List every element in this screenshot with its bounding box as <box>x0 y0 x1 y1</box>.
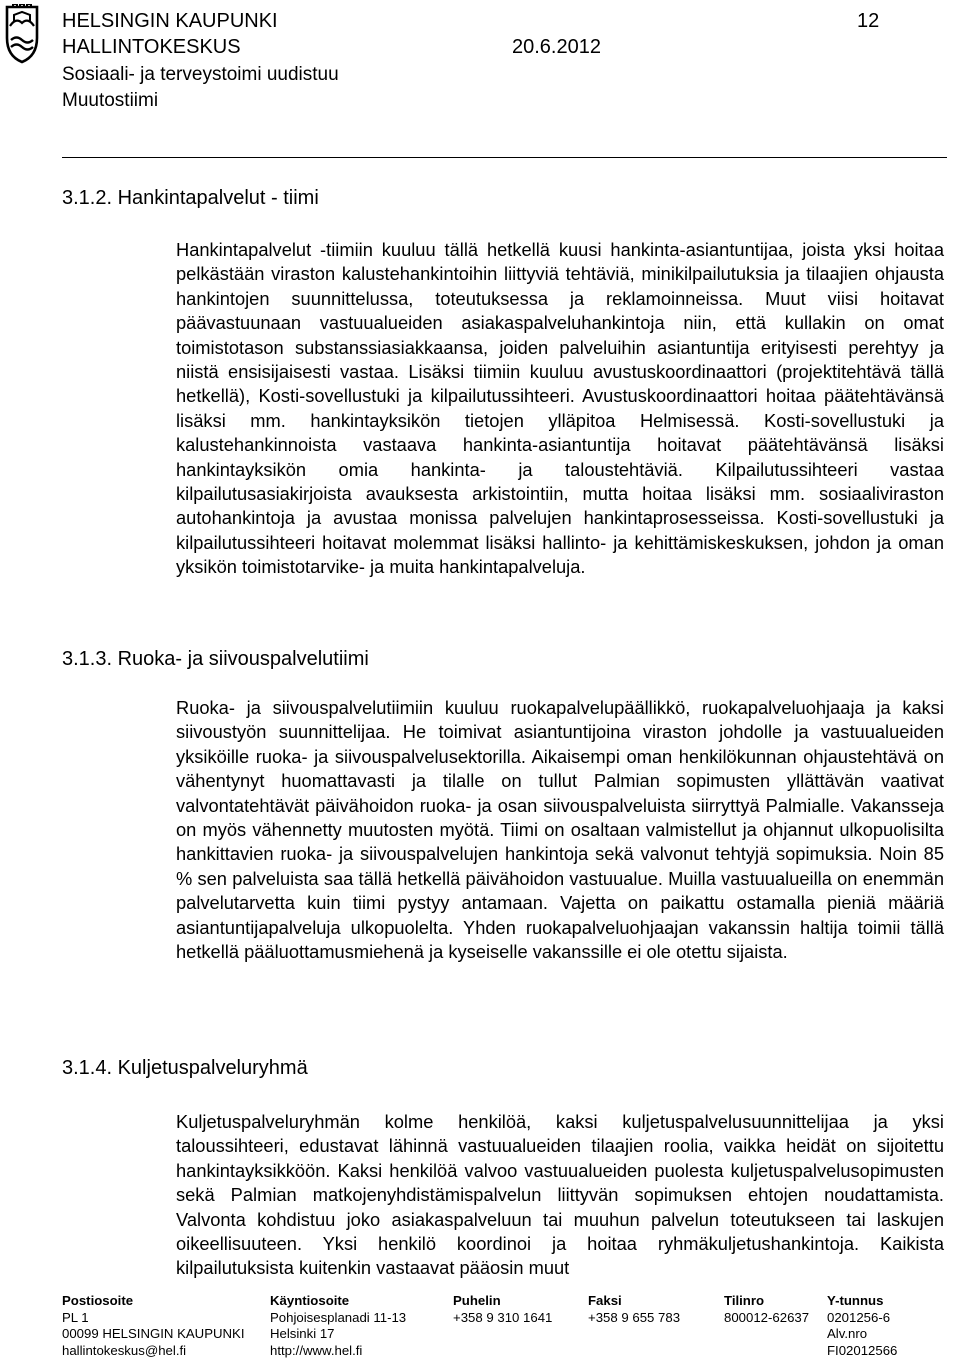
section-body-ruoka-siivous: Ruoka- ja siivouspalvelutiimiin kuuluu ruokapalvelupäällikkö, ruokapalveluohjaaja ja kaksi siivoustyön suunnittelijaa. He toimivat asiantuntijoina viraston johdolle ja vastuualueiden yksiköille ruoka- ja siivouspalvelusektorilla. Aikaisempi oman henkilökunnan ohjaustehtävä on vähentynyt huomattavasti ja tilalle on tullut Palmian sopimusten yllättävän vaativat valvontatehtävät päivähoidon ruoka- ja osan siivouspalveluista siirryttyä Palmialle. Vakansseja on myös vähennetty muutosten myötä. Tiimi on osaltaan valmistellut ja ohjannut ulkopuolisilta hankittavien ruoka- ja siivouspalvelujen hankintoja sekä valvonut tehtyjä sopimuksia. Noin 85 % sen palveluista saa tällä hetkellä päivähoidon vastuualue. Muilla vastuualueilla on enemmän palvelutarvetta kuin tiimi pystyy antamaan. Vajetta on paikattu ostamalla pieniä määriä asiantuntijapalveluja ulkopuolelta. Yhden ruokapalveluohjaajan vakanssin haltija toimii tällä hetkellä pääluottamusmiehenä ja kyseiselle vakanssille ei ole otettu sijaista. <box>176 697 944 963</box>
document-subtitle-2: Muutostiimi <box>62 90 159 111</box>
section-heading-kuljetuspalvelu: 3.1.4. Kuljetuspalveluryhmä <box>62 1057 308 1079</box>
footer-heading: Faksi <box>588 1293 622 1308</box>
footer-line: 0201256-6 <box>827 1309 891 1325</box>
footer-heading: Tilinro <box>724 1293 765 1308</box>
footer-line: 800012-62637 <box>724 1309 810 1325</box>
footer-heading: Käyntiosoite <box>270 1293 350 1308</box>
footer-line: Alv.nro <box>827 1326 868 1341</box>
footer-postal-address <box>62 1293 245 1359</box>
header-divider <box>62 157 947 158</box>
section-body-hankintapalvelut: Hankintapalvelut -tiimiin kuuluu tällä hetkellä kuusi hankinta-asiantuntijaa, joista yksi hoitaa pelkästään viraston kalustehankintoihin liittyviä tehtäviä, minikilpailutuksia ja tilaajien ohjausta hankintojen suunnittelussa, toteutuksessa ja reklamoinneissa. Muut viisi hoitavat päävastuunaan vastuualueiden asiakaspalveluhankintoja niin, että kullakin on omat toimistotason substanssiasiakkaansa, joiden palveluihin asiantuntija erityisesti perehtyy ja niistä ensisijaisesti vastaa. Lisäksi tiimiin kuuluu avustuskoordinaattori (projektitehtävä tällä hetkellä), Kosti-sovellustuki ja kilpailutussihteeri. Avustuskoordinaattori hoitaa päätehtävänsä lisäksi mm. hankintayksikön tietojen ylläpitoa Helmisessä. Kosti-sovellustuki ja kalustehankinnoista vastaava hankinta-asiantuntija hoitavat päätehtävänsä lisäksi hankintayksikön omia hankinta- ja taloustehtäviä. Kilpailutussihteeri vastaa kilpailutusasiakirjoista avauksesta arkistointiin, mutta hoitaa lisäksi mm. sosiaaliviraston autohankintoja ja avustaa monissa palvelujen hankintaprosesseissa. Kosti-sovellustuki ja kilpailutussihteeri hoitavat molemmat lisäksi hallinto- ja kehittämiskeskuksen, johdon ja oman yksikön toimistotarvike- ja muita hankintapalveluja. <box>176 239 944 578</box>
section-heading-hankintapalvelut: 3.1.2. Hankintapalvelut - tiimi <box>62 187 319 209</box>
footer-account-number <box>724 1293 809 1326</box>
section-heading-ruoka-siivous: 3.1.3. Ruoka- ja siivouspalvelutiimi <box>62 648 369 670</box>
footer-line: FI02012566 <box>827 1342 898 1358</box>
helsinki-crest-logo <box>2 4 42 64</box>
document-date: 20.6.2012 <box>512 36 601 58</box>
footer-phone <box>453 1293 552 1326</box>
footer-heading: Y-tunnus <box>827 1293 884 1308</box>
footer-line: PL 1 <box>62 1309 89 1325</box>
footer-visiting-address <box>270 1293 406 1359</box>
footer-line: +358 9 310 1641 <box>453 1309 553 1325</box>
footer-fax <box>588 1293 680 1326</box>
page-number: 12 <box>857 10 880 32</box>
footer-line: Helsinki 17 <box>270 1326 335 1341</box>
footer-line: +358 9 655 783 <box>588 1309 681 1325</box>
footer-email: hallintokeskus@hel.fi <box>62 1342 187 1358</box>
footer-heading: Postiosoite <box>62 1293 134 1308</box>
footer-line: 00099 HELSINGIN KAUPUNKI <box>62 1326 245 1341</box>
section-body-kuljetuspalvelu: Kuljetuspalveluryhmän kolme henkilöä, kaksi kuljetuspalvelusuunnittelijaa ja yksi taloussihteeri, edustavat lähinnä vastuualueiden tilaajien roolia, vaikka heidät on sijoitettu hankintayksikköön. Kaksi henkilöä valvoo vastuualueiden puolesta kuljetuspalvelusopimusten sekä Palmian matkojenyhdistämispalvelun liittyvän sopimuksen ehtojen noudattamista. Valvonta kohdistuu joko asiakaspalveluun tai muuhun palvelun toteutukseen tai laskujen oikeellisuuteen. Yksi henkilö koordinoi ja hoitaa ryhmäkuljetushankintoja. Kaikista kilpailutuksista kuitenkin vastaavat pääosin muut <box>176 1111 944 1279</box>
document-subtitle-1: Sosiaali- ja terveystoimi uudistuu <box>62 64 339 85</box>
helsinki-crest-icon <box>2 4 42 64</box>
footer-business-id <box>827 1293 897 1359</box>
org-name-line1: HELSINGIN KAUPUNKI <box>62 10 278 32</box>
footer-heading: Puhelin <box>453 1293 501 1308</box>
footer-website: http://www.hel.fi <box>270 1342 363 1358</box>
footer-line: Pohjoisesplanadi 11-13 <box>270 1309 407 1325</box>
page-footer <box>62 1293 960 1360</box>
org-name-line2: HALLINTOKESKUS <box>62 36 241 58</box>
